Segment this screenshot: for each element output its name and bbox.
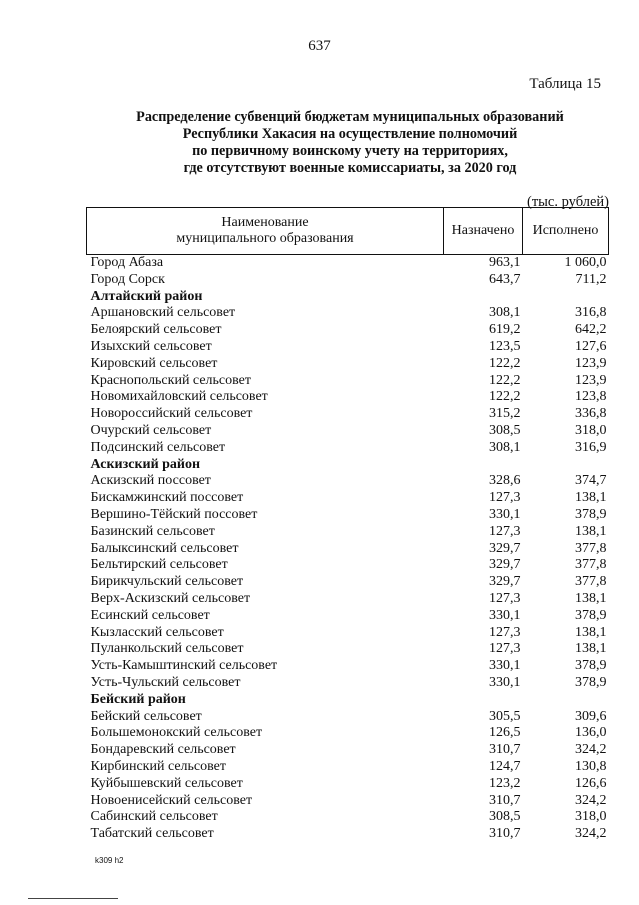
table-body (87, 255, 609, 843)
executed-value: 324,2 (575, 792, 607, 808)
table-row (87, 826, 609, 843)
title-line: Распределение субвенций бюджетам муниципальных образований (136, 109, 564, 125)
municipality-name: Белоярский сельсовет (90, 322, 222, 338)
executed-value: 136,0 (575, 725, 607, 741)
table-row (87, 608, 609, 625)
group-name: Бейский район (90, 691, 186, 707)
assigned-value: 122,2 (489, 355, 521, 371)
assigned-value: 127,3 (489, 590, 521, 606)
column-header-name-line2: муниципального образования (176, 231, 354, 246)
executed-value: 138,1 (575, 523, 607, 539)
footer-code: k309 h2 (95, 856, 124, 865)
executed-value: 123,9 (575, 355, 607, 371)
assigned-value (444, 692, 523, 709)
executed-value: 138,1 (575, 590, 607, 606)
table-row (87, 272, 609, 289)
table-row (87, 473, 609, 490)
executed-value: 123,9 (575, 372, 607, 388)
executed-value: 126,6 (575, 775, 607, 791)
page-number: 637 (308, 38, 331, 54)
group-row (87, 457, 609, 474)
assigned-value: 308,1 (489, 439, 521, 455)
table-row (87, 658, 609, 675)
municipality-name: Бондаревский сельсовет (90, 742, 236, 758)
executed-value: 642,2 (575, 322, 607, 338)
municipality-name: Кирбинский сельсовет (90, 758, 226, 774)
table-header-row (87, 208, 609, 255)
title-line: по первичному воинскому учету на территориях, (192, 143, 508, 159)
table-row (87, 255, 609, 272)
assigned-value: 329,7 (489, 574, 521, 590)
municipality-name: Балыксинский сельсовет (90, 540, 239, 556)
municipality-name: Краснопольский сельсовет (90, 372, 251, 388)
table-row (87, 742, 609, 759)
municipality-name: Усть-Камыштинский сельсовет (90, 658, 278, 674)
units-label: (тыс. рублей) (527, 194, 609, 210)
executed-value: 378,9 (575, 506, 607, 522)
table-row (87, 641, 609, 658)
municipality-name: Аршановский сельсовет (90, 305, 236, 321)
assigned-value: 619,2 (489, 322, 521, 338)
executed-value: 1 060,0 (564, 255, 607, 270)
assigned-value: 310,7 (489, 792, 521, 808)
municipality-name: Бейский сельсовет (90, 708, 202, 724)
group-row (87, 289, 609, 306)
executed-value: 123,8 (575, 389, 607, 405)
assigned-value: 330,1 (489, 607, 521, 623)
subsidy-table (86, 207, 609, 843)
table-row (87, 339, 609, 356)
table-row (87, 793, 609, 810)
assigned-value: 123,5 (489, 338, 521, 354)
executed-value (523, 457, 609, 474)
table-row (87, 809, 609, 826)
executed-value (523, 289, 609, 306)
table-row (87, 490, 609, 507)
executed-value: 378,9 (575, 674, 607, 690)
executed-value: 138,1 (575, 624, 607, 640)
assigned-value: 127,3 (489, 523, 521, 539)
table-row (87, 305, 609, 322)
table-label: Таблица 15 (529, 76, 601, 92)
assigned-value: 308,5 (489, 422, 521, 438)
municipality-name: Бельтирский сельсовет (90, 557, 228, 573)
executed-value: 316,9 (575, 439, 607, 455)
municipality-name: Кызласский сельсовет (90, 624, 224, 640)
column-header-assigned: Назначено (444, 208, 523, 255)
table-row (87, 440, 609, 457)
executed-value: 377,8 (575, 574, 607, 590)
municipality-name: Бискамжинский поссовет (90, 490, 244, 506)
municipality-name: Есинский сельсовет (90, 607, 210, 623)
table-row (87, 759, 609, 776)
municipality-name: Большемонокский сельсовет (90, 725, 263, 741)
municipality-name: Бирикчульский сельсовет (90, 574, 244, 590)
table-row (87, 591, 609, 608)
footer-divider (28, 898, 118, 899)
executed-value: 336,8 (575, 406, 607, 422)
municipality-name: Пуланкольский сельсовет (90, 641, 244, 657)
assigned-value: 122,2 (489, 389, 521, 405)
executed-value: 324,2 (575, 826, 607, 842)
executed-value: 316,8 (575, 305, 607, 321)
municipality-name: Подсинский сельсовет (90, 439, 226, 455)
assigned-value: 127,3 (489, 490, 521, 506)
assigned-value: 963,1 (489, 255, 521, 270)
group-name: Аскизский район (90, 456, 201, 472)
title-line: Республики Хакасия на осуществление полномочий (182, 126, 518, 142)
assigned-value: 330,1 (489, 658, 521, 674)
municipality-name: Новоенисейский сельсовет (90, 792, 253, 808)
executed-value: 138,1 (575, 490, 607, 506)
group-name: Алтайский район (90, 288, 203, 304)
table-row (87, 524, 609, 541)
executed-value: 309,6 (575, 708, 607, 724)
table-row (87, 541, 609, 558)
executed-value: 324,2 (575, 742, 607, 758)
assigned-value: 305,5 (489, 708, 521, 724)
table-row (87, 725, 609, 742)
table-row (87, 776, 609, 793)
assigned-value: 329,7 (489, 540, 521, 556)
assigned-value: 329,7 (489, 557, 521, 573)
assigned-value: 330,1 (489, 674, 521, 690)
assigned-value: 310,7 (489, 742, 521, 758)
assigned-value: 122,2 (489, 372, 521, 388)
executed-value: 378,9 (575, 607, 607, 623)
municipality-name: Город Абаза (90, 255, 164, 270)
municipality-name: Усть-Чульский сельсовет (90, 674, 241, 690)
table-row (87, 709, 609, 726)
table-row (87, 389, 609, 406)
assigned-value (444, 289, 523, 306)
title-line: где отсутствуют военные комиссариаты, за 2020 год (183, 160, 517, 176)
column-header-executed: Исполнено (523, 208, 609, 255)
executed-value: 378,9 (575, 658, 607, 674)
municipality-name: Верх-Аскизский сельсовет (90, 590, 251, 606)
executed-value: 318,0 (575, 422, 607, 438)
municipality-name: Куйбышевский сельсовет (90, 775, 243, 791)
executed-value: 138,1 (575, 641, 607, 657)
assigned-value: 328,6 (489, 473, 521, 489)
document-title (90, 109, 610, 177)
assigned-value: 126,5 (489, 725, 521, 741)
table-row (87, 625, 609, 642)
table-row (87, 557, 609, 574)
executed-value: 318,0 (575, 809, 607, 825)
table-row (87, 675, 609, 692)
executed-value: 374,7 (575, 473, 607, 489)
table-row (87, 406, 609, 423)
municipality-name: Сабинский сельсовет (90, 809, 218, 825)
municipality-name: Новомихайловский сельсовет (90, 389, 268, 405)
assigned-value: 124,7 (489, 758, 521, 774)
table-row (87, 322, 609, 339)
municipality-name: Базинский сельсовет (90, 523, 215, 539)
assigned-value: 127,3 (489, 641, 521, 657)
executed-value: 711,2 (575, 271, 607, 287)
executed-value: 377,8 (575, 540, 607, 556)
assigned-value: 308,5 (489, 809, 521, 825)
municipality-name: Изыхский сельсовет (90, 338, 212, 354)
municipality-name: Аскизский поссовет (90, 473, 211, 489)
assigned-value (444, 457, 523, 474)
executed-value: 130,8 (575, 758, 607, 774)
executed-value (523, 692, 609, 709)
assigned-value: 643,7 (489, 271, 521, 287)
assigned-value: 330,1 (489, 506, 521, 522)
table-row (87, 356, 609, 373)
municipality-name: Вершино-Тёйский поссовет (90, 506, 258, 522)
assigned-value: 123,2 (489, 775, 521, 791)
table-row (87, 507, 609, 524)
table-row (87, 423, 609, 440)
municipality-name: Новороссийский сельсовет (90, 406, 253, 422)
assigned-value: 308,1 (489, 305, 521, 321)
assigned-value: 310,7 (489, 826, 521, 842)
executed-value: 127,6 (575, 338, 607, 354)
municipality-name: Кировский сельсовет (90, 355, 218, 371)
table-row (87, 574, 609, 591)
municipality-name: Очурский сельсовет (90, 422, 212, 438)
assigned-value: 127,3 (489, 624, 521, 640)
executed-value: 377,8 (575, 557, 607, 573)
column-header-name (87, 208, 444, 255)
group-row (87, 692, 609, 709)
municipality-name: Город Сорск (90, 271, 165, 287)
municipality-name: Табатский сельсовет (90, 826, 214, 842)
assigned-value: 315,2 (489, 406, 521, 422)
column-header-name-line1: Наименование (221, 215, 309, 230)
table-row (87, 373, 609, 390)
